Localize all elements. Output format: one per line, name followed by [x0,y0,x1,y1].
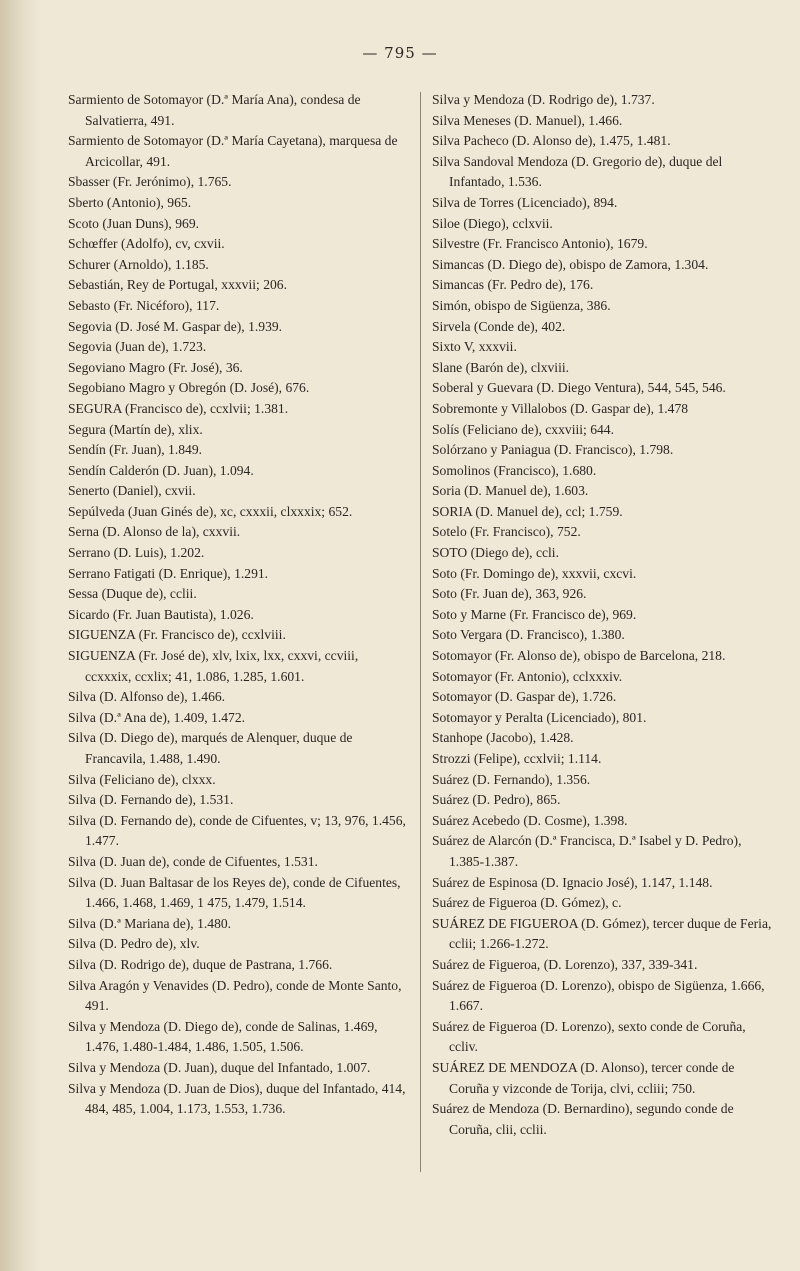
index-entry: Segovia (Juan de), 1.723. [68,339,207,355]
index-entry: Silva (D. Alfonso de), 1.466. [68,689,226,705]
index-entry: Suárez (D. Pedro), 865. [432,792,561,808]
index-entry: Sicardo (Fr. Juan Bautista), 1.026. [68,606,254,622]
index-entry: Silva (D. Pedro de), xlv. [68,936,200,952]
index-entry: Sotomayor (D. Gaspar de), 1.726. [432,689,617,705]
index-entry: Sebastián, Rey de Portugal, xxxvii; 206. [68,277,287,293]
index-entry: Stanhope (Jacobo), 1.428. [432,730,574,746]
index-entry: Sebasto (Fr. Nicéforo), 117. [68,297,220,313]
index-entry: Suárez Acebedo (D. Cosme), 1.398. [432,812,628,828]
index-entry: Simón, obispo de Sigüenza, 386. [432,297,611,313]
index-entry: Silva (D. Juan Baltasar de los Reyes de), conde de Cifuentes, 1.466, 1.468, 1.469, 1 475, 1.479, 1.514. [68,874,401,911]
index-entry: Sixto V, xxxvii. [432,339,517,355]
index-entry: Silva y Mendoza (D. Juan), duque del Infantado, 1.007. [68,1059,371,1075]
index-entry: Suárez de Figueroa, (D. Lorenzo), 337, 339-341. [432,956,698,972]
index-entry: Soberal y Guevara (D. Diego Ventura), 544, 545, 546. [432,380,726,396]
index-entry: SUÁREZ DE MENDOZA (D. Alonso), tercer conde de Coruña y vizconde de Torija, clvi, ccliii; 750. [432,1059,735,1096]
index-entry: SUÁREZ DE FIGUEROA (D. Gómez), tercer duque de Feria, cclii; 1.266-1.272. [432,915,772,952]
index-entry: Sessa (Duque de), cclii. [68,586,197,602]
index-entry: Suárez de Figueroa (D. Gómez), c. [432,895,622,911]
index-entry: Scoto (Juan Duns), 969. [68,215,200,231]
index-entry: Suárez de Mendoza (D. Bernardino), segundo conde de Coruña, clii, cclii. [432,1101,734,1137]
index-entry: Silva Sandoval Mendoza (D. Gregorio de), duque del Infantado, 1.536. [432,153,723,190]
index-entry: Sbasser (Fr. Jerónimo), 1.765. [68,174,232,190]
index-entry: Silva y Mendoza (D. Juan de Dios), duque del Infantado, 414, 484, 485, 1.004, 1.173, 1.553, 1.736. [68,1080,406,1117]
index-entry: Silva Meneses (D. Manuel), 1.466. [432,112,623,128]
index-entry: Sotelo (Fr. Francisco), 752. [432,524,581,540]
page-number: — 795 — [362,44,438,62]
index-entry: Simancas (D. Diego de), obispo de Zamora, 1.304. [432,256,709,272]
index-entry: Sendín Calderón (D. Juan), 1.094. [68,462,254,478]
index-entry: Silva de Torres (Licenciado), 894. [432,194,618,210]
index-entry: Silva y Mendoza (D. Diego de), conde de Salinas, 1.469, 1.476, 1.480-1.484, 1.486, 1.505, 1.506. [68,1018,378,1055]
index-entry: Sberto (Antonio), 965. [68,194,192,210]
index-entry: SEGURA (Francisco de), ccxlvii; 1.381. [68,400,289,416]
index-entry: Soto Vergara (D. Francisco), 1.380. [432,627,625,643]
index-entry: Suárez de Figueroa (D. Lorenzo), sexto conde de Coruña, ccliv. [432,1018,746,1055]
index-column-left [68,90,408,1120]
index-entry: SOTO (Diego de), ccli. [432,545,559,561]
index-entry: Segovia (D. José M. Gaspar de), 1.939. [68,318,283,334]
index-entry: Silva (D. Fernando de), 1.531. [68,792,234,808]
index-entry: Sotomayor y Peralta (Licenciado), 801. [432,709,647,725]
index-entry: Sotomayor (Fr. Antonio), cclxxxiv. [432,668,623,684]
index-entry: Soria (D. Manuel de), 1.603. [432,483,589,499]
index-entry: Schurer (Arnoldo), 1.185. [68,256,209,272]
index-column-right [432,90,772,1140]
index-entry: Sotomayor (Fr. Alonso de), obispo de Barcelona, 218. [432,648,726,664]
index-entry: Serna (D. Alonso de la), cxxvii. [68,524,241,540]
index-entry: SIGUENZA (Fr. Francisco de), ccxlviii. [68,627,286,643]
index-entry: Serrano Fatigati (D. Enrique), 1.291. [68,565,269,581]
index-entry: Soto y Marne (Fr. Francisco de), 969. [432,606,637,622]
index-entry: Silvestre (Fr. Francisco Antonio), 1679. [432,236,648,252]
index-entry: Segoviano Magro (Fr. José), 36. [68,359,243,375]
index-entry: Silva y Mendoza (D. Rodrigo de), 1.737. [432,92,655,107]
index-entry: Siloe (Diego), cclxvii. [432,215,553,231]
index-entry: SORIA (D. Manuel de), ccl; 1.759. [432,503,623,519]
index-entry: Sirvela (Conde de), 402. [432,318,566,334]
index-entry: Solís (Feliciano de), cxxviii; 644. [432,421,614,437]
index-entry: Soto (Fr. Domingo de), xxxvii, cxcvi. [432,565,637,581]
index-entry: Strozzi (Felipe), ccxlvii; 1.114. [432,751,602,766]
index-entry: Senerto (Daniel), cxvii. [68,483,196,499]
index-entry: Suárez de Alarcón (D.ª Francisca, D.ª Isabel y D. Pedro), 1.385-1.387. [432,833,742,869]
index-entry: Suárez (D. Fernando), 1.356. [432,771,591,787]
index-entry: Sepúlveda (Juan Ginés de), xc, cxxxii, clxxxix; 652. [68,503,353,519]
index-entry: Segura (Martín de), xlix. [68,421,203,437]
index-entry: Schœffer (Adolfo), cv, cxvii. [68,236,225,252]
index-entry: SIGUENZA (Fr. José de), xlv, lxix, lxx, cxxvi, ccviii, ccxxxix, ccxlix; 41, 1.086, 1.285, 1.601. [68,648,359,684]
index-entry: Suárez de Espinosa (D. Ignacio José), 1.147, 1.148. [432,874,713,890]
index-entry: Simancas (Fr. Pedro de), 176. [432,277,594,293]
index-entry: Silva (D. Diego de), marqués de Alenquer, duque de Francavila, 1.488, 1.490. [68,730,353,766]
index-entry: Sarmiento de Sotomayor (D.ª María Cayetana), marquesa de Arcicollar, 491. [68,133,398,169]
index-entry: Solórzano y Paniagua (D. Francisco), 1.798. [432,442,674,458]
index-entry: Soto (Fr. Juan de), 363, 926. [432,586,587,602]
index-entry: Silva Aragón y Venavides (D. Pedro), conde de Monte Santo, 491. [68,977,402,1014]
index-entry: Somolinos (Francisco), 1.680. [432,462,597,478]
index-entry: Sobremonte y Villalobos (D. Gaspar de), 1.478 [432,400,689,416]
index-entry: Segobiano Magro y Obregón (D. José), 676. [68,380,310,396]
index-entry: Silva (Feliciano de), clxxx. [68,771,216,787]
index-entry: Silva (D.ª Mariana de), 1.480. [68,915,232,931]
index-entry: Suárez de Figueroa (D. Lorenzo), obispo de Sigüenza, 1.666, 1.667. [432,977,765,1014]
page-edge-shadow [0,0,40,1271]
index-entry: Silva Pacheco (D. Alonso de), 1.475, 1.481. [432,133,671,149]
index-entry: Silva (D.ª Ana de), 1.409, 1.472. [68,709,246,725]
index-entry: Silva (D. Rodrigo de), duque de Pastrana, 1.766. [68,956,333,972]
index-entry: Sarmiento de Sotomayor (D.ª María Ana), condesa de Salvatierra, 491. [68,92,361,128]
index-entry: Slane (Barón de), clxviii. [432,359,570,375]
index-entry: Serrano (D. Luis), 1.202. [68,545,205,561]
index-entry: Silva (D. Juan de), conde de Cifuentes, 1.531. [68,853,318,869]
column-divider [420,92,421,1172]
index-entry: Silva (D. Fernando de), conde de Cifuentes, v; 13, 976, 1.456, 1.477. [68,812,406,849]
index-entry: Sendín (Fr. Juan), 1.849. [68,442,203,458]
